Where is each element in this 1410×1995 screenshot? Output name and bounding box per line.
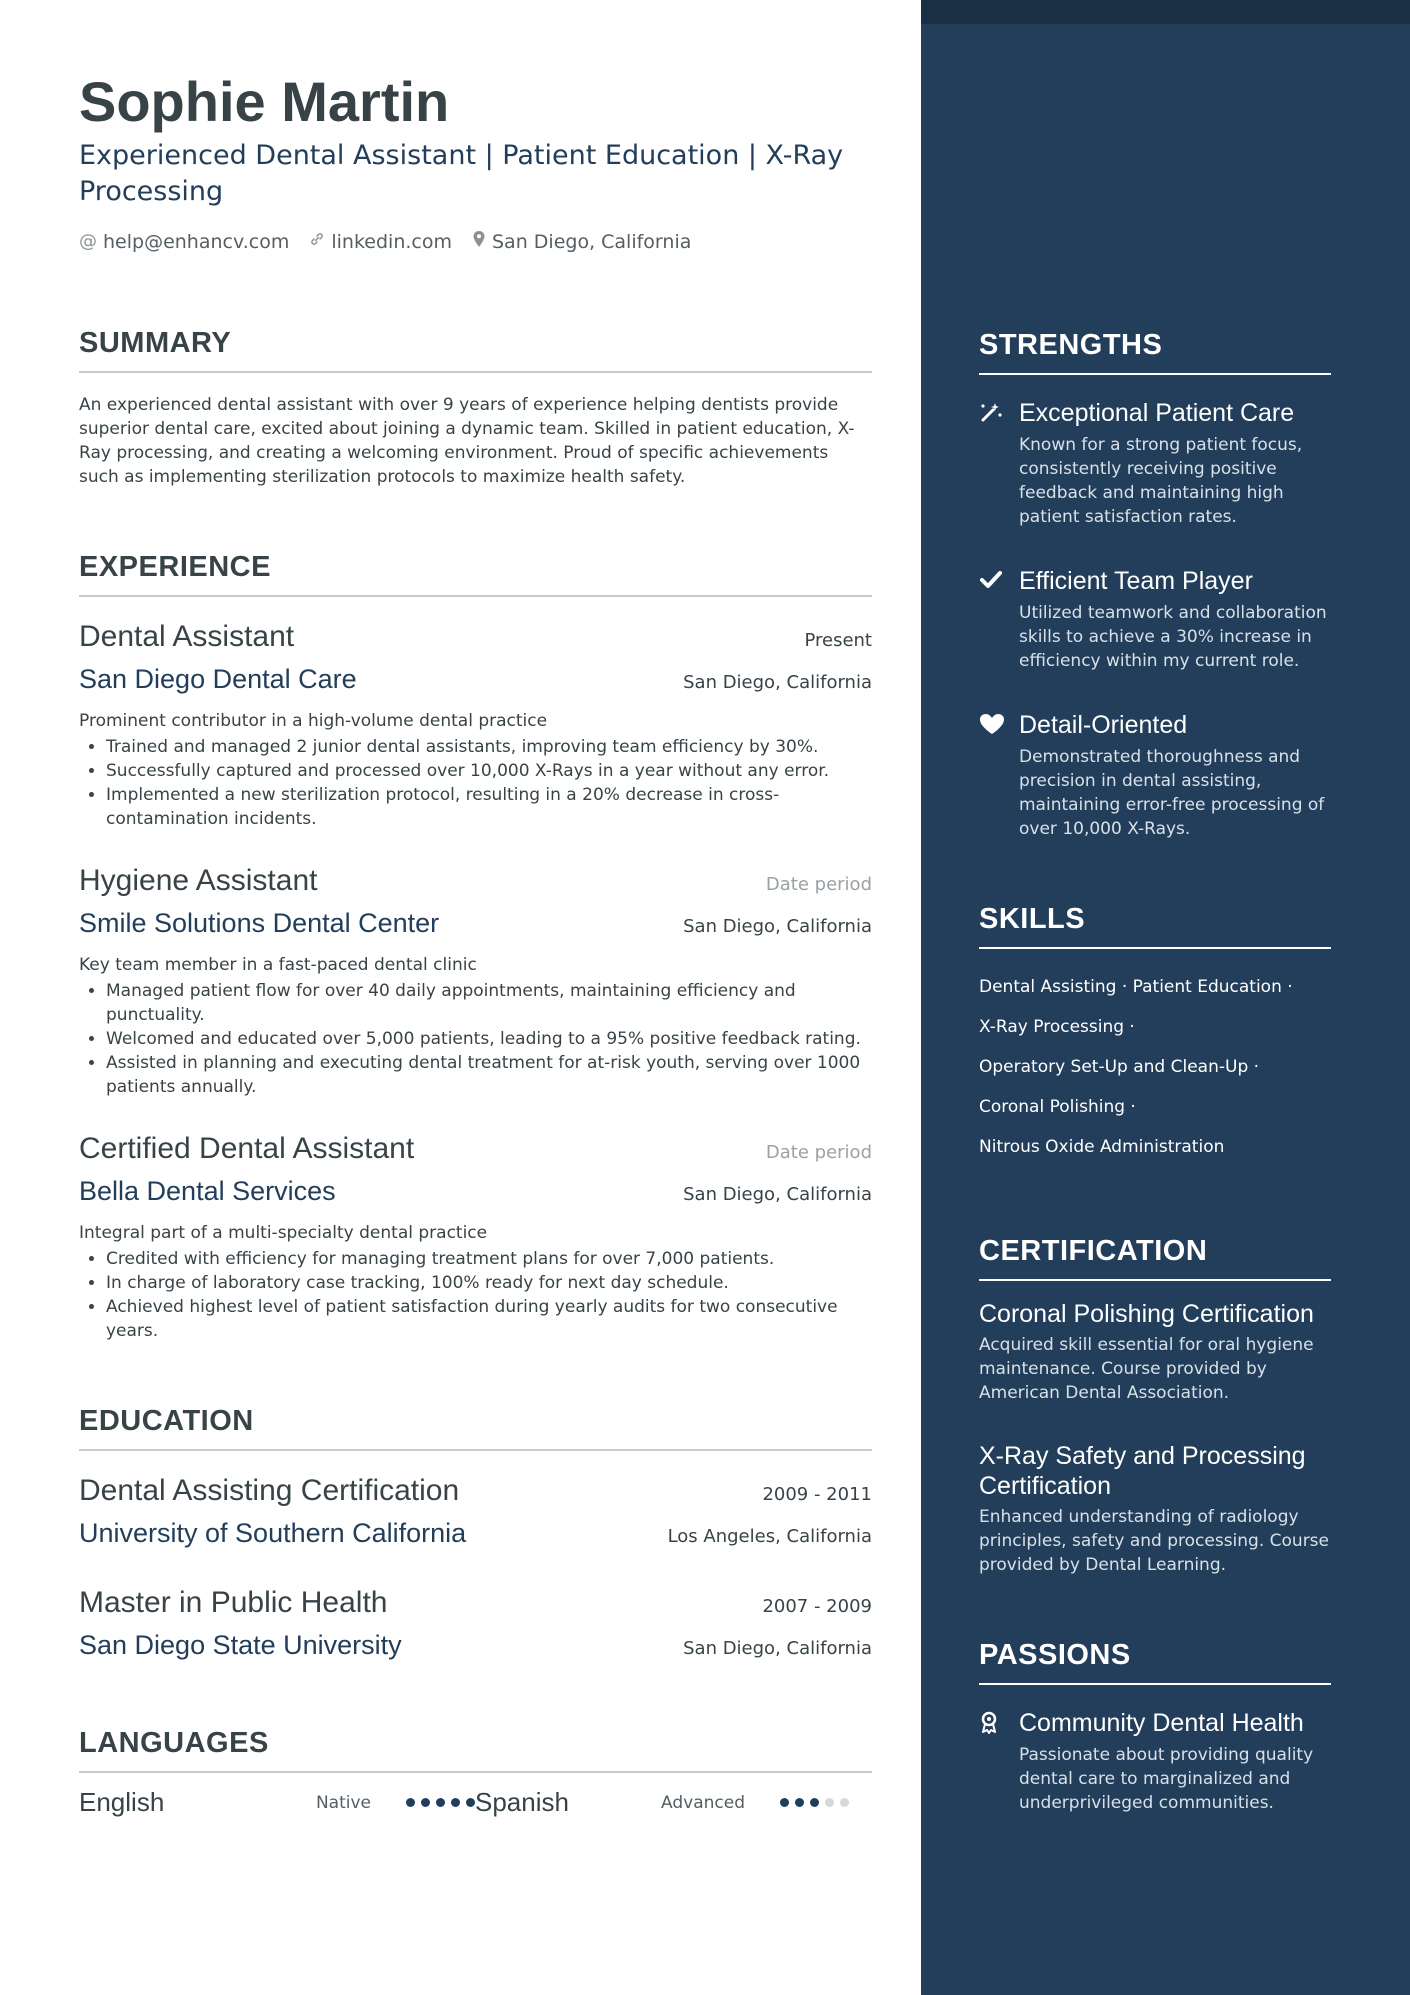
- school-name: San Diego State University: [79, 1630, 402, 1660]
- languages-heading: LANGUAGES: [79, 1723, 872, 1773]
- school-name: University of Southern California: [79, 1518, 467, 1548]
- language-rating: [780, 1798, 849, 1807]
- link-icon: [309, 231, 325, 252]
- job-description: Integral part of a multi-specialty dental practice: [79, 1223, 488, 1243]
- skill-line: Coronal Polishing ·: [979, 1097, 1136, 1117]
- education-entry: [79, 1583, 872, 1665]
- education-entry: [79, 1471, 872, 1553]
- summary-heading: SUMMARY: [79, 323, 872, 373]
- job-location: San Diego, California: [683, 916, 872, 937]
- passion-text: Passionate about providing quality dental care to marginalized and underprivileged communities.: [1019, 1745, 1314, 1813]
- job-location: San Diego, California: [683, 1184, 872, 1205]
- strength-item: [979, 565, 1331, 673]
- job-role: Hygiene Assistant: [79, 864, 318, 897]
- job-description: Key team member in a fast-paced dental clinic: [79, 955, 477, 975]
- education-date: 2009 - 2011: [762, 1484, 872, 1505]
- job-location: San Diego, California: [683, 672, 872, 693]
- job-bullet: • Welcomed and educated over 5,000 patients, leading to a 95% positive feedback rating.: [106, 1027, 872, 1051]
- heart-icon: [979, 709, 1019, 841]
- education-heading: EDUCATION: [79, 1401, 872, 1451]
- strengths-section: [979, 325, 1331, 841]
- checkmark-icon: [979, 565, 1019, 673]
- language-name: Spanish: [475, 1787, 569, 1817]
- strength-text: Utilized teamwork and collaboration skills to achieve a 30% increase in efficiency within my current role.: [1019, 603, 1327, 671]
- experience-section: [79, 547, 872, 1343]
- sidebar-top-bar: [921, 0, 1410, 24]
- degree-name: Dental Assisting Certification: [79, 1474, 460, 1507]
- languages-section: [79, 1723, 872, 1818]
- language-name: English: [79, 1787, 165, 1817]
- job-bullet: • Successfully captured and processed over 10,000 X-Rays in a year without any error.: [106, 759, 872, 783]
- job-bullets: [79, 1247, 872, 1343]
- certification-text: Enhanced understanding of radiology principles, safety and processing. Course provided by Dental Learning.: [979, 1507, 1329, 1575]
- language-rating: [406, 1798, 475, 1807]
- job-bullet: • In charge of laboratory case tracking, 100% ready for next day schedule.: [106, 1271, 872, 1295]
- skill-line: X-Ray Processing ·: [979, 1017, 1135, 1037]
- at-icon: @: [79, 231, 97, 252]
- strengths-heading: STRENGTHS: [979, 325, 1331, 375]
- certification-title: X-Ray Safety and Processing Certification: [979, 1442, 1306, 1500]
- candidate-name: Sophie Martin: [79, 70, 450, 133]
- contact-email[interactable]: [79, 231, 289, 253]
- education-section: [79, 1401, 872, 1665]
- skills-heading: SKILLS: [979, 899, 1331, 949]
- rating-dot: [825, 1798, 834, 1807]
- job-role: Certified Dental Assistant: [79, 1132, 415, 1165]
- job-bullet: • Managed patient flow for over 40 daily appointments, maintaining efficiency and punctuality.: [106, 979, 872, 1027]
- certification-section: [979, 1231, 1331, 1577]
- job-bullet: • Implemented a new sterilization protocol, resulting in a 20% decrease in cross-contamination incidents.: [106, 783, 872, 831]
- job-company: San Diego Dental Care: [79, 664, 357, 694]
- contact-location: [472, 230, 691, 253]
- job-bullet: • Trained and managed 2 junior dental assistants, improving team efficiency by 30%.: [106, 735, 872, 759]
- skills-section: [979, 899, 1331, 1167]
- rating-dot: [810, 1798, 819, 1807]
- skill-line: Operatory Set-Up and Clean-Up ·: [979, 1057, 1260, 1077]
- strength-item: [979, 397, 1331, 529]
- job-bullets: [79, 735, 872, 831]
- summary-section: [79, 323, 872, 489]
- job-bullets: [79, 979, 872, 1099]
- magic-wand-icon: [979, 397, 1019, 529]
- candidate-title: Experienced Dental Assistant | Patient Education | X-Ray Processing: [79, 140, 844, 207]
- job-date: Present: [804, 630, 872, 651]
- rating-dot: [436, 1798, 445, 1807]
- strength-text: Known for a strong patient focus, consistently receiving positive feedback and maintaining high patient satisfaction rates.: [1019, 435, 1303, 527]
- certification-text: Acquired skill essential for oral hygiene maintenance. Course provided by American Dental Association.: [979, 1335, 1314, 1403]
- education-date: 2007 - 2009: [762, 1596, 872, 1617]
- strength-title: Efficient Team Player: [1019, 567, 1253, 595]
- skill-line: Dental Assisting · Patient Education ·: [979, 977, 1293, 997]
- job-bullet: • Achieved highest level of patient satisfaction during yearly audits for two consecutive years.: [106, 1295, 872, 1343]
- language-item: [475, 1787, 872, 1818]
- contact-email-text: help@enhancv.com: [103, 230, 290, 253]
- strength-text: Demonstrated thoroughness and precision in dental assisting, maintaining error-free processing of over 10,000 X-Rays.: [1019, 747, 1325, 839]
- skill-line: Nitrous Oxide Administration: [979, 1137, 1225, 1157]
- contact-location-text: San Diego, California: [492, 230, 692, 253]
- job-bullet: • Assisted in planning and executing dental treatment for at-risk youth, serving over 1000 patients annually.: [106, 1051, 872, 1099]
- rating-dot: [466, 1798, 475, 1807]
- contact-linkedin[interactable]: [309, 231, 452, 253]
- experience-entry: [79, 617, 872, 831]
- passion-item: [979, 1707, 1331, 1815]
- certification-item: [979, 1299, 1331, 1405]
- rating-dot: [780, 1798, 789, 1807]
- certification-title: Coronal Polishing Certification: [979, 1300, 1314, 1328]
- job-role: Dental Assistant: [79, 620, 295, 653]
- language-level: Native: [315, 1792, 371, 1813]
- rating-dot: [451, 1798, 460, 1807]
- passions-section: [979, 1635, 1331, 1815]
- rating-dot: [840, 1798, 849, 1807]
- summary-text: An experienced dental assistant with over 9 years of experience helping dentists provide superior dental care, excited about joining a dynamic team. Skilled in patient education, X-Ray processing, and creating a welcoming environment. Proud of specific achievements such as implementing sterilization protocols to maximize health safety.: [79, 395, 855, 487]
- sidebar-column: [921, 0, 1410, 1995]
- location-pin-icon: [472, 230, 486, 253]
- experience-entry: [79, 1129, 872, 1343]
- award-icon: [979, 1707, 1019, 1815]
- rating-dot: [421, 1798, 430, 1807]
- experience-entry: [79, 861, 872, 1099]
- language-level: Advanced: [661, 1792, 745, 1813]
- job-company: Smile Solutions Dental Center: [79, 908, 440, 938]
- job-bullet: • Credited with efficiency for managing treatment plans for over 7,000 patients.: [106, 1247, 872, 1271]
- degree-name: Master in Public Health: [79, 1586, 388, 1619]
- rating-dot: [795, 1798, 804, 1807]
- rating-dot: [406, 1798, 415, 1807]
- strength-item: [979, 709, 1331, 841]
- certification-item: [979, 1441, 1331, 1577]
- strength-title: Exceptional Patient Care: [1019, 399, 1295, 427]
- certification-heading: CERTIFICATION: [979, 1231, 1331, 1281]
- job-description: Prominent contributor in a high-volume dental practice: [79, 711, 548, 731]
- job-date: Date period: [765, 874, 872, 895]
- school-location: San Diego, California: [683, 1638, 872, 1659]
- job-date: Date period: [765, 1142, 872, 1163]
- language-item: [79, 1787, 475, 1818]
- contact-list: [79, 230, 872, 253]
- passion-title: Community Dental Health: [1019, 1709, 1304, 1737]
- school-location: Los Angeles, California: [667, 1526, 872, 1547]
- strength-title: Detail-Oriented: [1019, 711, 1188, 739]
- experience-heading: EXPERIENCE: [79, 547, 872, 597]
- job-company: Bella Dental Services: [79, 1176, 336, 1206]
- passions-heading: PASSIONS: [979, 1635, 1331, 1685]
- contact-linkedin-text: linkedin.com: [331, 230, 452, 253]
- skills-list: [979, 967, 1331, 1167]
